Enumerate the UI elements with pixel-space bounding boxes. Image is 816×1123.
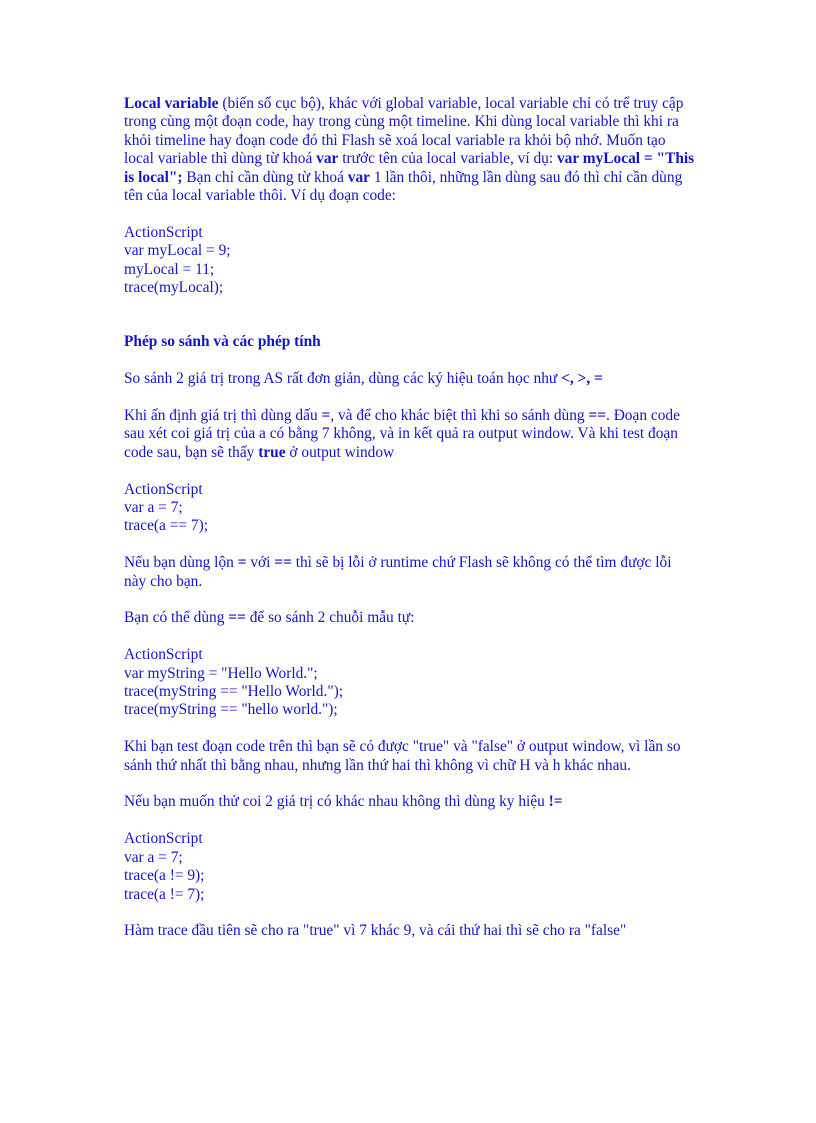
code-line: trace(a != 9); [124,867,205,885]
operator-double-equals: == [588,407,606,425]
operator-equals: = [237,554,247,572]
text-segment: Nếu bạn dùng lộn [124,554,238,572]
string-compare-paragraph [124,609,696,627]
code-line: var myString = "Hello World."; [124,664,318,682]
code-block [124,646,696,720]
keyword-var: var [316,150,339,168]
text-segment: với [246,554,275,572]
code-line: trace(myString == "Hello World."); [124,683,344,701]
final-paragraph: Hàm trace đầu tiên sẽ cho ra "true" vì 7 khác 9, và cái thứ hai thì sẽ cho ra "false" [124,922,627,940]
code-block [124,830,696,904]
text-segment: . Đoạn code sau xét coi giá trị của a có bằng 7 không, và in kết quả ra output window. Và khi test đoạn code sau, bạn sẽ thấy [124,407,680,461]
text-segment: trước tên của local variable, ví dụ: [338,150,557,168]
comparison-symbols: <, >, = [561,370,603,388]
text-segment: thì sẽ bị lỗi ở runtime chứ Flash sẽ không có thể tìm được lỗi này cho bạn. [124,554,672,590]
code-block [124,481,696,536]
code-line: ActionScript [124,830,203,848]
text-segment: , và để cho khác biệt thì khi so sánh dùng [330,407,589,425]
code-line: ActionScript [124,480,203,498]
mistake-paragraph [124,554,696,591]
code-line: trace(myLocal); [124,279,224,297]
keyword-var: var [347,168,370,186]
operator-double-equals: == [228,609,246,627]
text-segment: Bạn có thể dùng [124,609,229,627]
code-line: myLocal = 11; [124,260,215,278]
text-segment: So sánh 2 giá trị trong AS rất đơn giản, dùng các ký hiệu toán học như [124,370,562,388]
section-heading [124,333,696,351]
compare-paragraph [124,370,696,388]
code-line: var a = 7; [124,499,183,517]
local-variable-term: Local variable [124,95,219,112]
code-line: trace(a == 7); [124,517,209,535]
text-segment: (biến số cục bộ), khác với global variable, local variable chỉ có trể truy cập trong cùng một đoạn code, hay trong cùng một timeline. Khi dùng local variable thì khi ra khỏi timeline hay đoạn code đó thì Flash sẽ xoá local variable ra khỏi bộ nhớ. Muốn tạo local variable thì dùng từ khoá [124,95,684,168]
code-line: ActionScript [124,223,203,241]
section-heading-text: Phép so sánh và các phép tính [124,333,321,351]
text-segment: để so sánh 2 chuỗi mẫu tự: [245,609,415,627]
text-segment: Khi ấn định giá trị thì dùng dấu [124,407,322,425]
operator-double-equals: == [274,554,292,572]
document-page [124,95,696,941]
assign-paragraph [124,407,696,462]
code-block [124,224,696,298]
operator-not-equals: != [548,793,563,811]
inline-code-example: var myLocal = "This is local"; [124,150,695,186]
code-line: var a = 7; [124,848,183,866]
code-line: trace(myString == "hello world."); [124,701,338,719]
text-segment: ở output window [285,443,395,461]
code-line: var myLocal = 9; [124,242,231,260]
text-segment: 1 lần thôi, những lần dùng sau đó thì chỉ cần dùng tên của local variable thôi. Ví dụ đoạn code: [124,168,683,205]
text-segment: Nếu bạn muốn thử coi 2 giá trị có khác nhau không thì dùng ky hiệu [124,793,549,811]
not-equal-paragraph [124,793,696,811]
result-paragraph: Khi bạn test đoạn code trên thì bạn sẽ có được "true" và "false" ở output window, vì lần so sánh thứ nhất thì bằng nhau, nhưng lần thứ hai thì không vì chữ H và h khác nhau. [124,738,681,774]
operator-equals: = [321,407,331,425]
code-line: ActionScript [124,646,203,664]
code-line: trace(a != 7); [124,885,205,903]
local-variable-paragraph [124,95,696,205]
text-segment: Bạn chỉ cần dùng từ khoá [182,168,348,186]
keyword-true: true [258,443,286,461]
